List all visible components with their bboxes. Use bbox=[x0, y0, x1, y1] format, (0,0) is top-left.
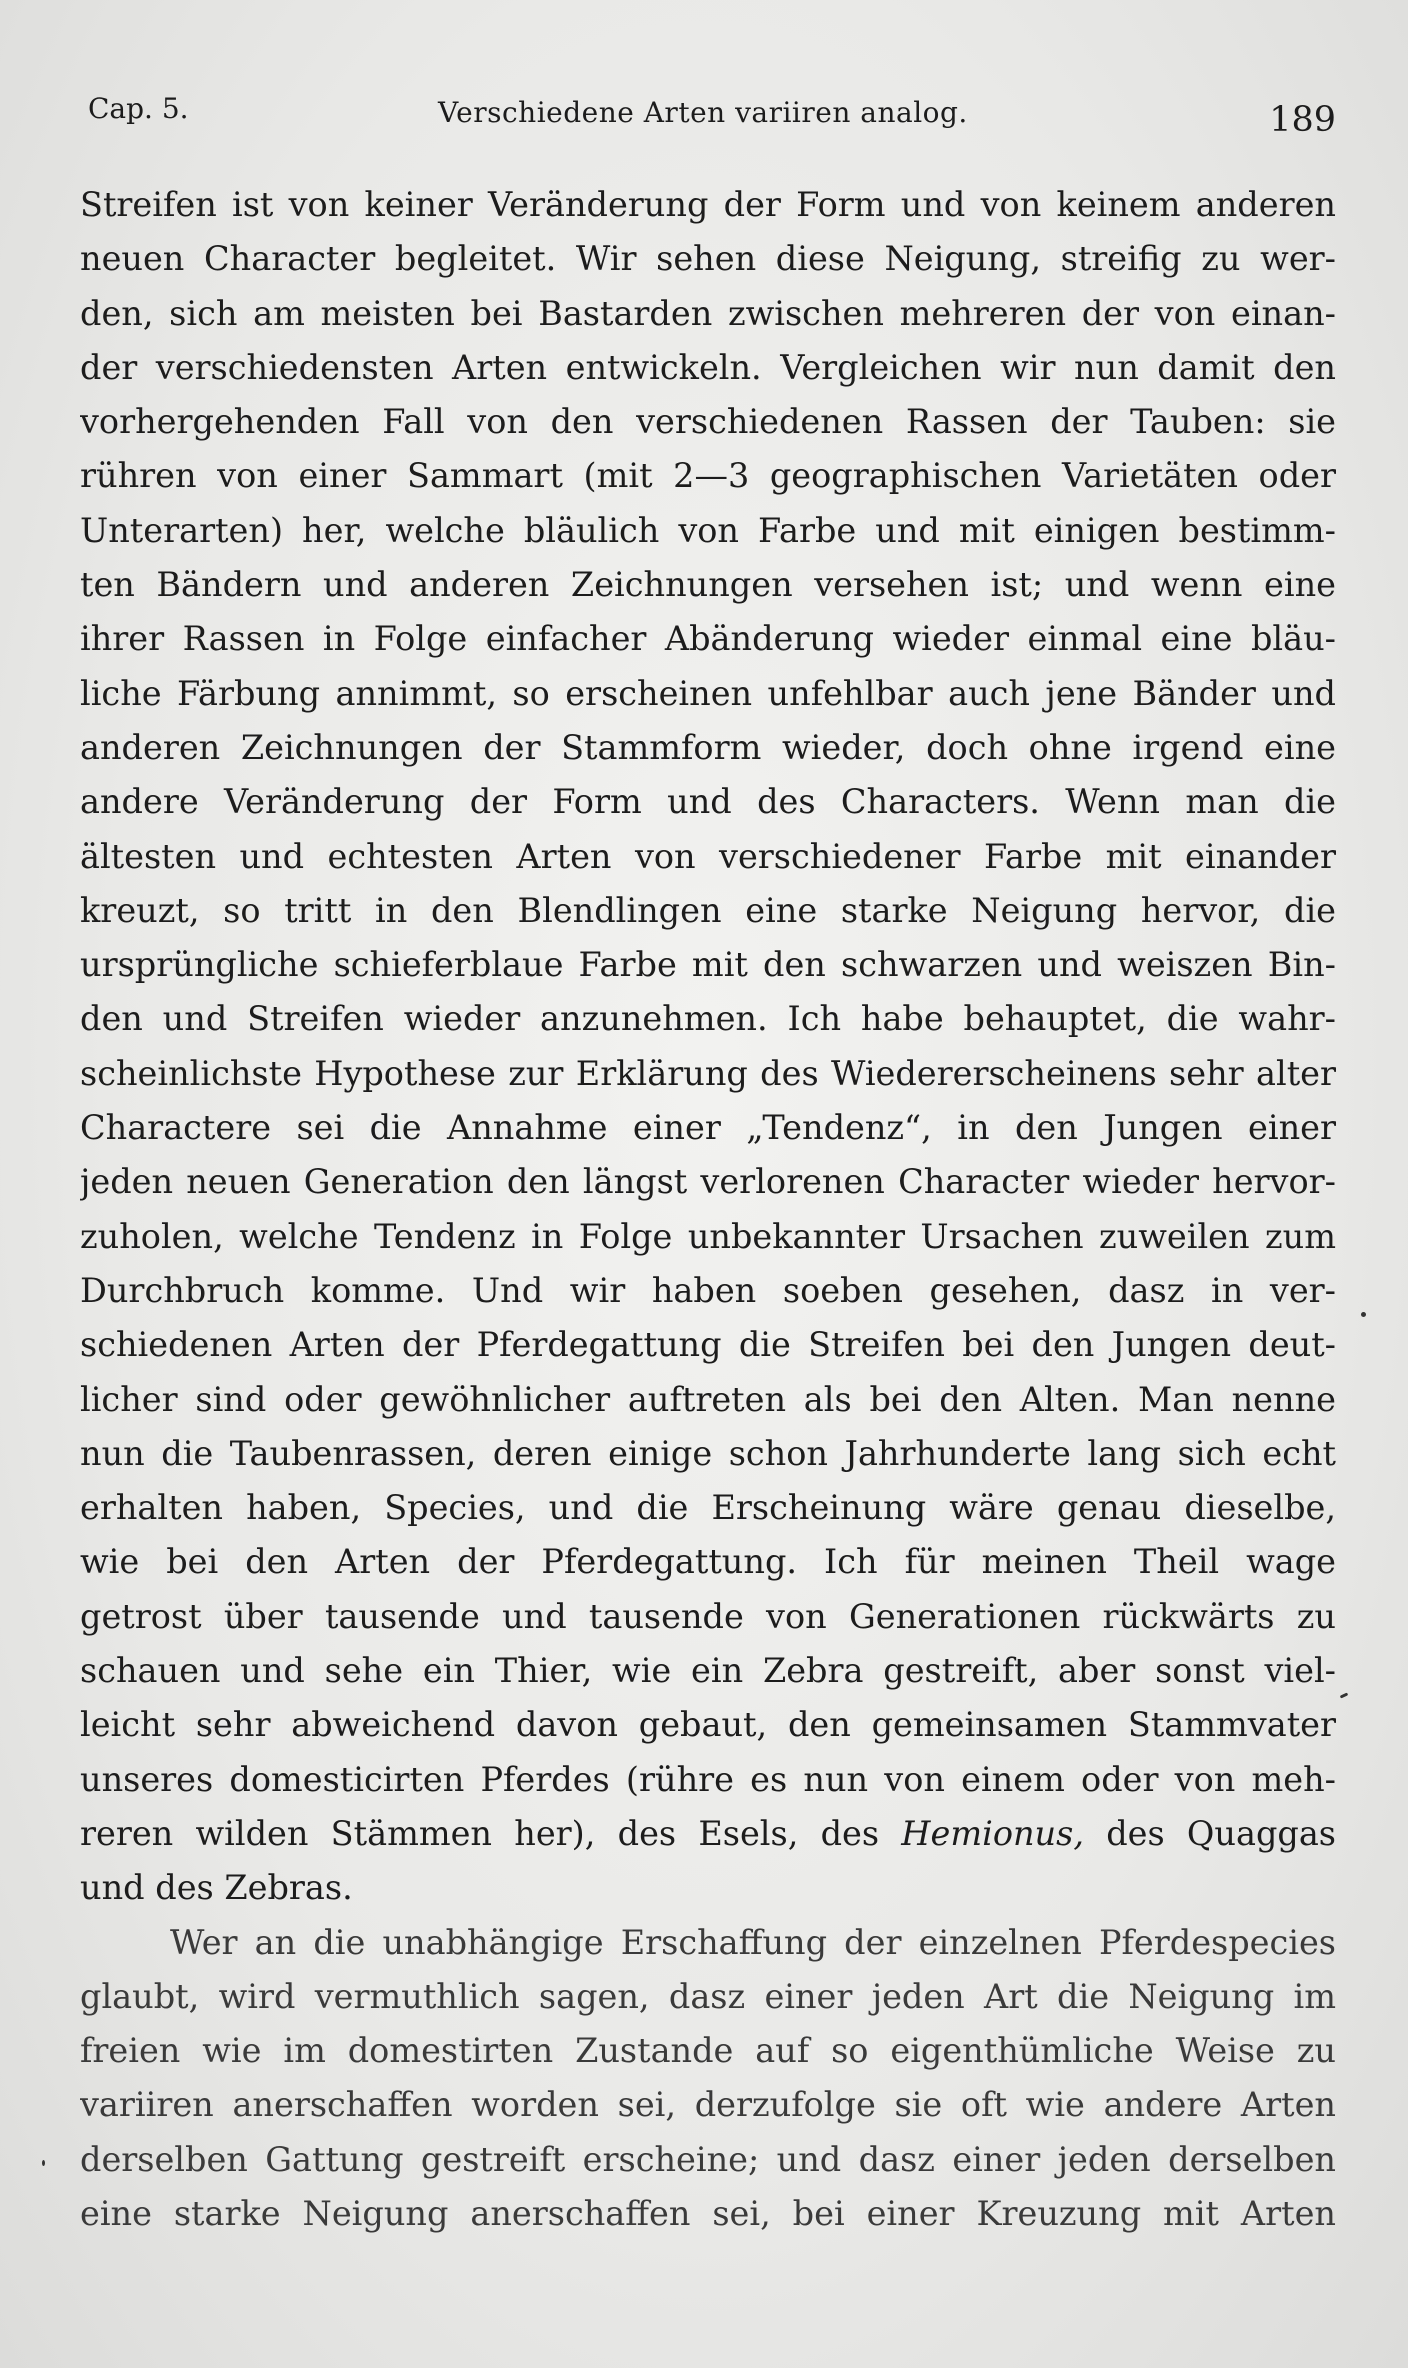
text-line: den und Streifen wieder anzunehmen. Ich habe behauptet, die wahr- bbox=[80, 999, 1336, 1039]
text-line: kreuzt, so tritt in den Blendlingen eine starke Neigung hervor, die bbox=[80, 890, 1336, 930]
text-line: anderen Zeichnungen der Stammform wieder, doch ohne irgend eine bbox=[80, 727, 1336, 767]
text-line: schiedenen Arten der Pferdegattung die Streifen bei den Jungen deut- bbox=[80, 1325, 1336, 1365]
text-line: vorhergehenden Fall von den verschiedenen Rassen der Tauben: sie bbox=[80, 402, 1336, 442]
running-header bbox=[88, 86, 1336, 140]
text-line: freien wie im domestirten Zustande auf so eigenthümliche Weise zu bbox=[80, 2031, 1336, 2071]
text-line: leicht sehr abweichend davon gebaut, den gemeinsamen Stammvater bbox=[80, 1705, 1336, 1745]
text-line: Durchbruch komme. Und wir haben soeben gesehen, dasz in ver- bbox=[80, 1270, 1336, 1310]
text-line: unseres domesticirten Pferdes (rühre es nun von einem oder von meh- bbox=[80, 1759, 1336, 1799]
chapter-label: Cap. 5. bbox=[88, 92, 189, 125]
text-line: Unterarten) her, welche bläulich von Farbe und mit einigen bestimm- bbox=[80, 510, 1336, 550]
text-line: ten Bändern und anderen Zeichnungen versehen ist; und wenn eine bbox=[80, 565, 1336, 605]
text-line: variiren anerschaffen worden sei, derzufolge sie oft wie andere Arten bbox=[80, 2085, 1336, 2125]
paragraph-first-line: Wer an die unabhängige Erschaffung der einzelnen Pferdespecies bbox=[170, 1922, 1336, 1962]
text-line: eine starke Neigung anerschaffen sei, bei einer Kreuzung mit Arten bbox=[80, 2193, 1336, 2233]
text-line: wie bei den Arten der Pferdegattung. Ich für meinen Theil wage bbox=[80, 1542, 1336, 1582]
margin-speck bbox=[1340, 1692, 1349, 1698]
text-line: zuholen, welche Tendenz in Folge unbekannter Ursachen zuweilen zum bbox=[80, 1216, 1336, 1256]
text-line: ältesten und echtesten Arten von verschiedener Farbe mit einander bbox=[80, 836, 1336, 876]
text-line: liche Färbung annimmt, so erscheinen unfehlbar auch jene Bänder und bbox=[80, 673, 1336, 713]
page-number: 189 bbox=[1269, 100, 1336, 140]
text-line: ihrer Rassen in Folge einfacher Abänderung wieder einmal eine bläu- bbox=[80, 619, 1336, 659]
text-line: derselben Gattung gestreift erscheine; und dasz einer jeden derselben bbox=[80, 2139, 1336, 2179]
margin-speck bbox=[1361, 1312, 1366, 1317]
italic-term: Hemionus, bbox=[901, 1813, 1084, 1853]
text-line: glaubt, wird vermuthlich sagen, dasz einer jeden Art die Neigung im bbox=[80, 1976, 1336, 2016]
text-line: jeden neuen Generation den längst verlorenen Character wieder hervor- bbox=[80, 1162, 1336, 1202]
text-line-with-italic bbox=[80, 1807, 1336, 1861]
line-text-start: reren wilden Stämmen her), des Esels, des bbox=[80, 1813, 902, 1853]
running-title: Verschiedene Arten variiren analog. bbox=[438, 96, 968, 129]
margin-speck bbox=[42, 2160, 45, 2166]
text-line: scheinlichste Hypothese zur Erklärung des Wiedererscheinens sehr alter bbox=[80, 1053, 1336, 1093]
paragraph-end-line: und des Zebras. bbox=[80, 1868, 353, 1908]
text-line: den, sich am meisten bei Bastarden zwischen mehreren der von einan- bbox=[80, 293, 1336, 333]
text-line: erhalten haben, Species, und die Erscheinung wäre genau dieselbe, bbox=[80, 1488, 1336, 1528]
text-line: schauen und sehe ein Thier, wie ein Zebra gestreift, aber sonst viel- bbox=[80, 1651, 1336, 1691]
text-line: getrost über tausende und tausende von Generationen rückwärts zu bbox=[80, 1596, 1336, 1636]
text-line: nun die Taubenrassen, deren einige schon Jahrhunderte lang sich echt bbox=[80, 1433, 1336, 1473]
line-text-end: des Quaggas bbox=[1083, 1813, 1336, 1853]
text-line: ursprüngliche schieferblaue Farbe mit den schwarzen und weiszen Bin- bbox=[80, 945, 1336, 985]
text-line: der verschiedensten Arten entwickeln. Vergleichen wir nun damit den bbox=[80, 347, 1336, 387]
text-line: rühren von einer Sammart (mit 2—3 geographischen Varietäten oder bbox=[80, 456, 1336, 496]
text-line: Streifen ist von keiner Veränderung der Form und von keinem anderen bbox=[80, 185, 1336, 224]
text-line: neuen Character begleitet. Wir sehen diese Neigung, streifig zu wer- bbox=[80, 239, 1336, 279]
text-line: Charactere sei die Annahme einer „Tendenz“, in den Jungen einer bbox=[80, 1108, 1336, 1148]
text-line: licher sind oder gewöhnlicher auftreten als bei den Alten. Man nenne bbox=[80, 1379, 1336, 1419]
text-line: andere Veränderung der Form und des Characters. Wenn man die bbox=[80, 782, 1336, 822]
body-text bbox=[80, 178, 1336, 2238]
